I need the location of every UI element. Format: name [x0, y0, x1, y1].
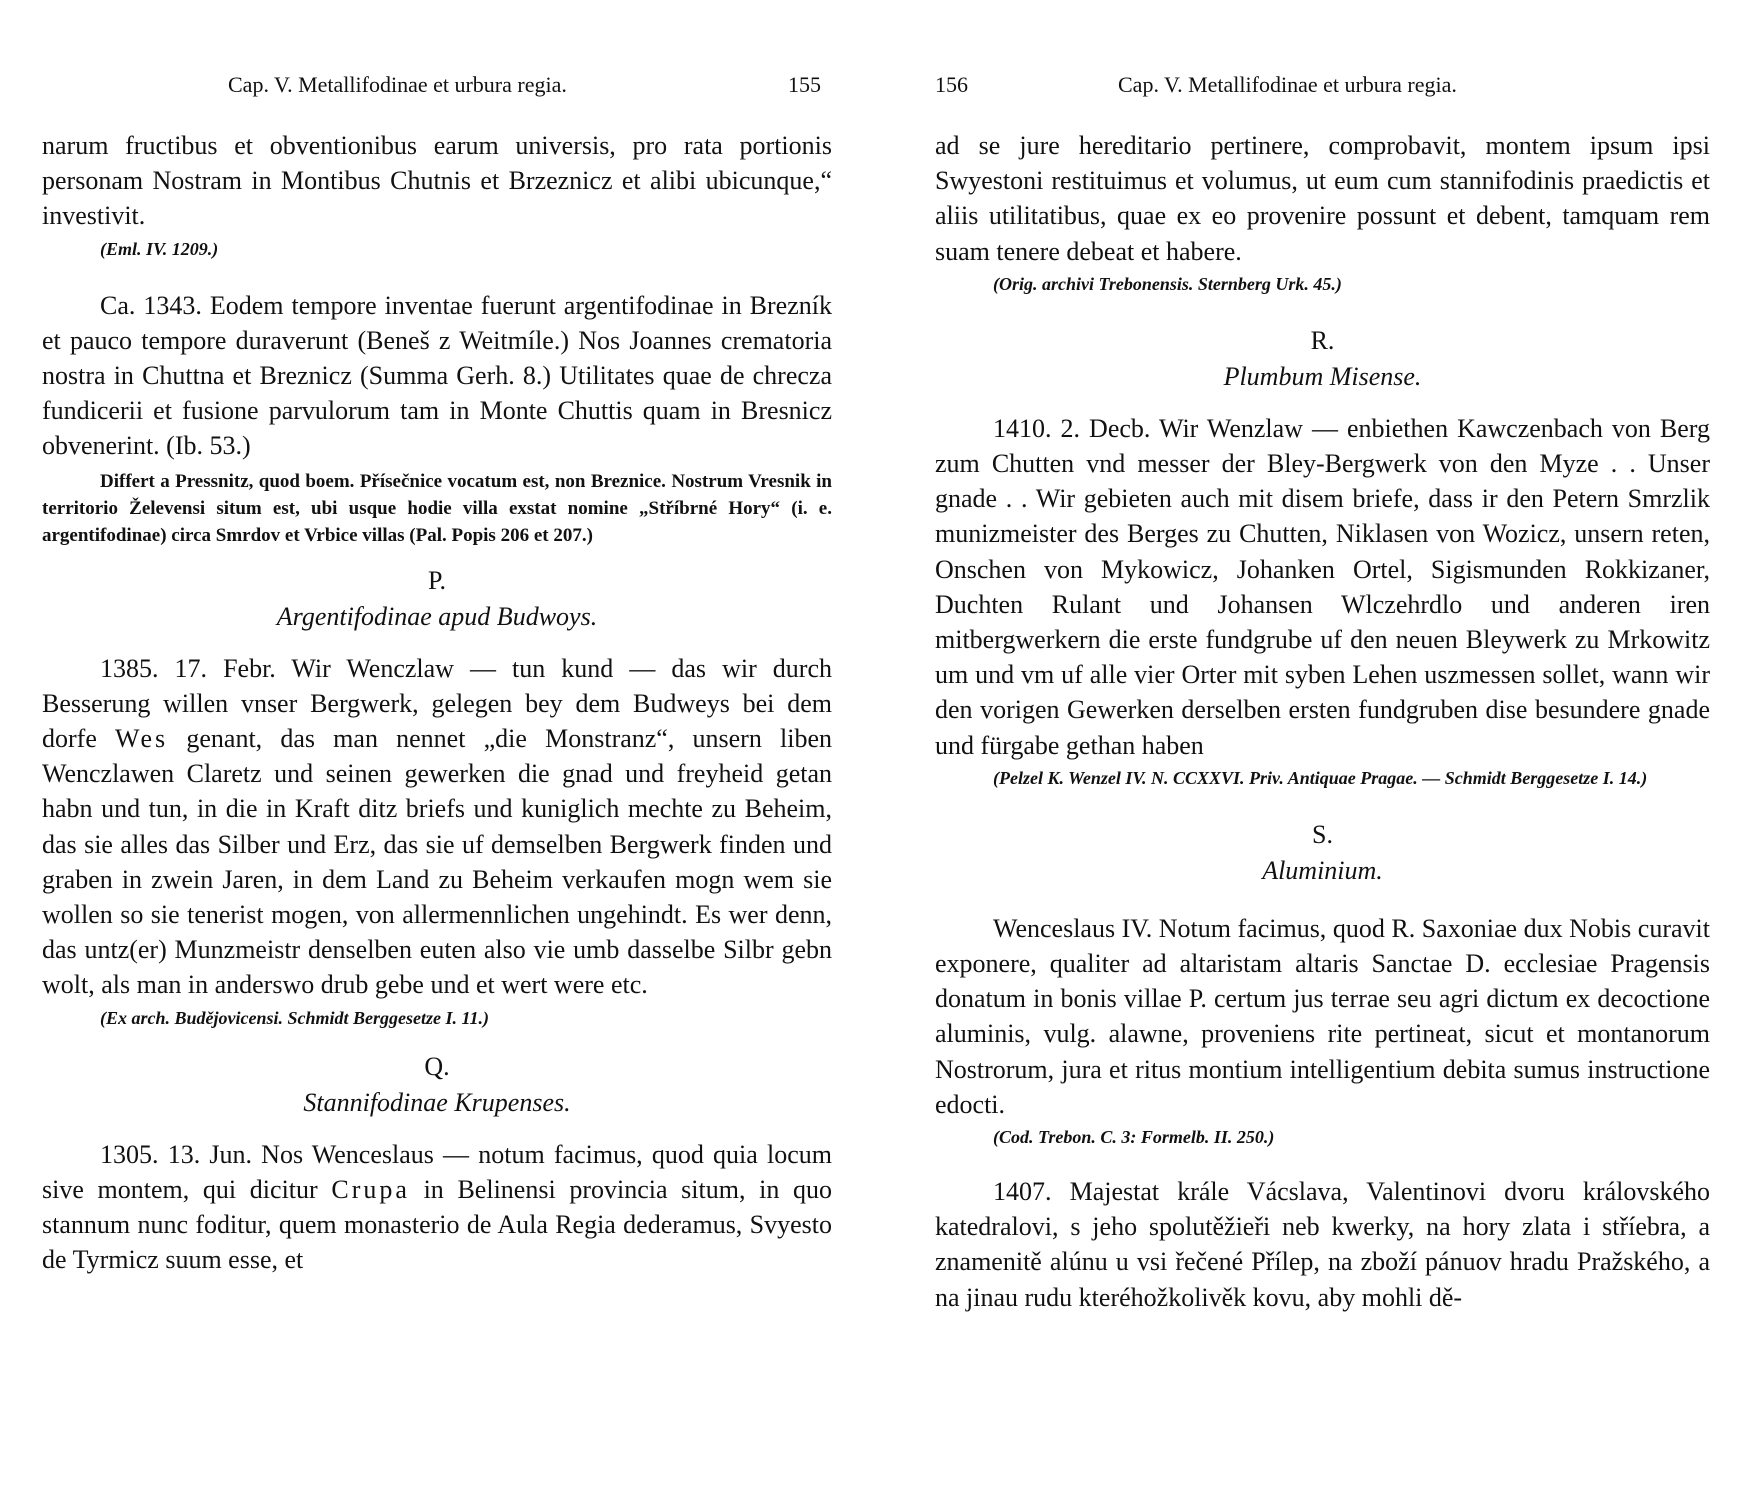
- paragraph: Ca. 1343. Eodem tempore inventae fuerunt argentifodinae in Brezník et pauco tempore duraverunt (Beneš z Weitmíle.) Nos Joannes crematoria nostra in Chuttna et Breznicz (Summa Gerh. 8.) Utilitates quae de chrecza fundicerii et fusione parvulorum tam in Monte Chuttis quam in Bresnicz obvenerint. (Ib. 53.): [42, 290, 832, 461]
- paragraph: 1305. 13. Jun. Nos Wenceslaus — notum facimus, quod quia locum sive montem, qui dicitur Crupa in Belinensi provincia situm, in quo stannum nunc foditur, quem monasterio de Aula Regia dederamus, Svyesto de Tyrmicz suum esse, et: [42, 1139, 833, 1275]
- page-number: 155: [788, 72, 821, 97]
- section-title: Argentifodinae apud Budwoys.: [276, 601, 598, 631]
- left-page: [0, 0, 845, 1500]
- section-title: Plumbum Misense.: [1223, 361, 1422, 391]
- section-letter: Q.: [424, 1051, 450, 1081]
- page-number: 156: [935, 72, 968, 97]
- citation: (Ex arch. Budějovicensi. Schmidt Berggesetze I. 11.): [100, 1007, 489, 1028]
- citation: (Orig. archivi Trebonensis. Sternberg Urk. 45.): [993, 273, 1342, 294]
- section-title: Aluminium.: [1262, 855, 1383, 885]
- page-body: [935, 128, 1710, 1315]
- paragraph: 1385. 17. Febr. Wir Wenczlaw — tun kund — das wir durch Besserung willen vnser Bergwerk, gelegen bey dem Budweys bei dem dorfe Wes genant, das man nennet „die Monstranz“, unsern liben Wenczlawen Claretz und seinen gewerken die gnad und freyheid getan habn und tun, in die in Kraft ditz briefs und kuniglich mechte zu Beheim, das sie alles das Silber und Erz, das sie uf demselben Bergwerk finden und graben in zwein Jaren, in dem Land zu Beheim verkaufen mogn wem sie wollen so sie tenerist mogen, von allermennlichen ungehindt. Es wer denn, das untz(er) Munzmeistr denselben euten also vie umb dasselbe Silbr gebn wolt, als man in anderswo drub gebe und et wert were etc.: [42, 653, 833, 1000]
- running-title: Cap. V. Metallifodinae et urbura regia.: [1118, 72, 1457, 97]
- page-body: [42, 128, 832, 1277]
- section-letter: S.: [1312, 819, 1333, 849]
- paragraph: 1407. Majestat krále Vácslava, Valentinovi dvoru královského katedralovi, s jeho spolutěžieři neb kwerky, na hory zlata i stříebra, a znamenitě alúnu u vsi řečené Přílep, na zboží pánuov hradu Pražského, a na jinau rudu kteréhožkolivěk kovu, aby mohli dě-: [935, 1177, 1710, 1312]
- section-letter: R.: [1310, 325, 1335, 355]
- paragraph: narum fructibus et obventionibus earum universis, pro rata portionis personam Nostram in Montibus Chutnis et Brzeznicz et alibi ubicunque,“ investivit.: [42, 131, 832, 231]
- paragraph: 1410. 2. Decb. Wir Wenzlaw — enbiethen Kawczenbach von Berg zum Chutten vnd messer der Bley-Bergwerk von den Myze . . Unser gnade . . Wir gebieten auch mit disem briefe, dass ir den Petern Smrzlik munizmeister des Berges zu Chutten, Niklasen von Wozicz, unsern reten, Onschen von Mykowicz, Johanken Ortel, Sigismunden Rokkizaner, Duchten Rulant und Johansen Wlczehrdlo und anderen iren mitbergwerkern die erste fundgrube uf den neuen Bleywerk zu Mrkowitz um und vm uf alle vier Orter mit syben Lehen uszmessen sollet, wann wir den vorigen Gewerken derselben ersten fundgruben dise besundere gnade und fürgabe gethan haben: [935, 413, 1710, 760]
- running-title: Cap. V. Metallifodinae et urbura regia.: [228, 72, 567, 97]
- footnote: Differt a Pressnitz, quod boem. Přísečnice vocatum est, non Breznice. Nostrum Vresnik in territorio Želevensi situm est, ubi usque hodie villa exstat nomine „Stříbrné Hory“ (i. e. argentifodinae) circa Smrdov et Vrbice villas (Pal. Popis 206 et 207.): [42, 470, 832, 546]
- citation: (Pelzel K. Wenzel IV. N. CCXXVI. Priv. Antiquae Pragae. — Schmidt Berggesetze I. 14.): [993, 767, 1648, 788]
- section-letter: P.: [427, 565, 447, 595]
- citation: (Cod. Trebon. C. 3: Formelb. II. 250.): [993, 1127, 1275, 1148]
- section-title: Stannifodinae Krupenses.: [303, 1087, 571, 1117]
- citation: (Eml. IV. 1209.): [100, 238, 219, 259]
- paragraph: Wenceslaus IV. Notum facimus, quod R. Saxoniae dux Nobis curavit exponere, qualiter ad altaristam altaris Sanctae D. ecclesiae Pragensis donatum in bonis villae P. certum jus terrae seu agri dictum ex decoctione aluminis, vulg. alawne, proveniens rite pertineat, sicut et montanorum Nostrorum, jura et ritus montium intelligentium debita sumus instructione edocti.: [935, 913, 1710, 1119]
- right-page: [935, 0, 1752, 1500]
- paragraph: ad se jure hereditario pertinere, comprobavit, montem ipsum ipsi Swyestoni restituimus et volumus, ut eum cum stannifodinis praedictis et aliis utilitatibus, quae ex eo provenire possunt et debent, tamquam rem suam tenere debeat et habere.: [935, 131, 1710, 266]
